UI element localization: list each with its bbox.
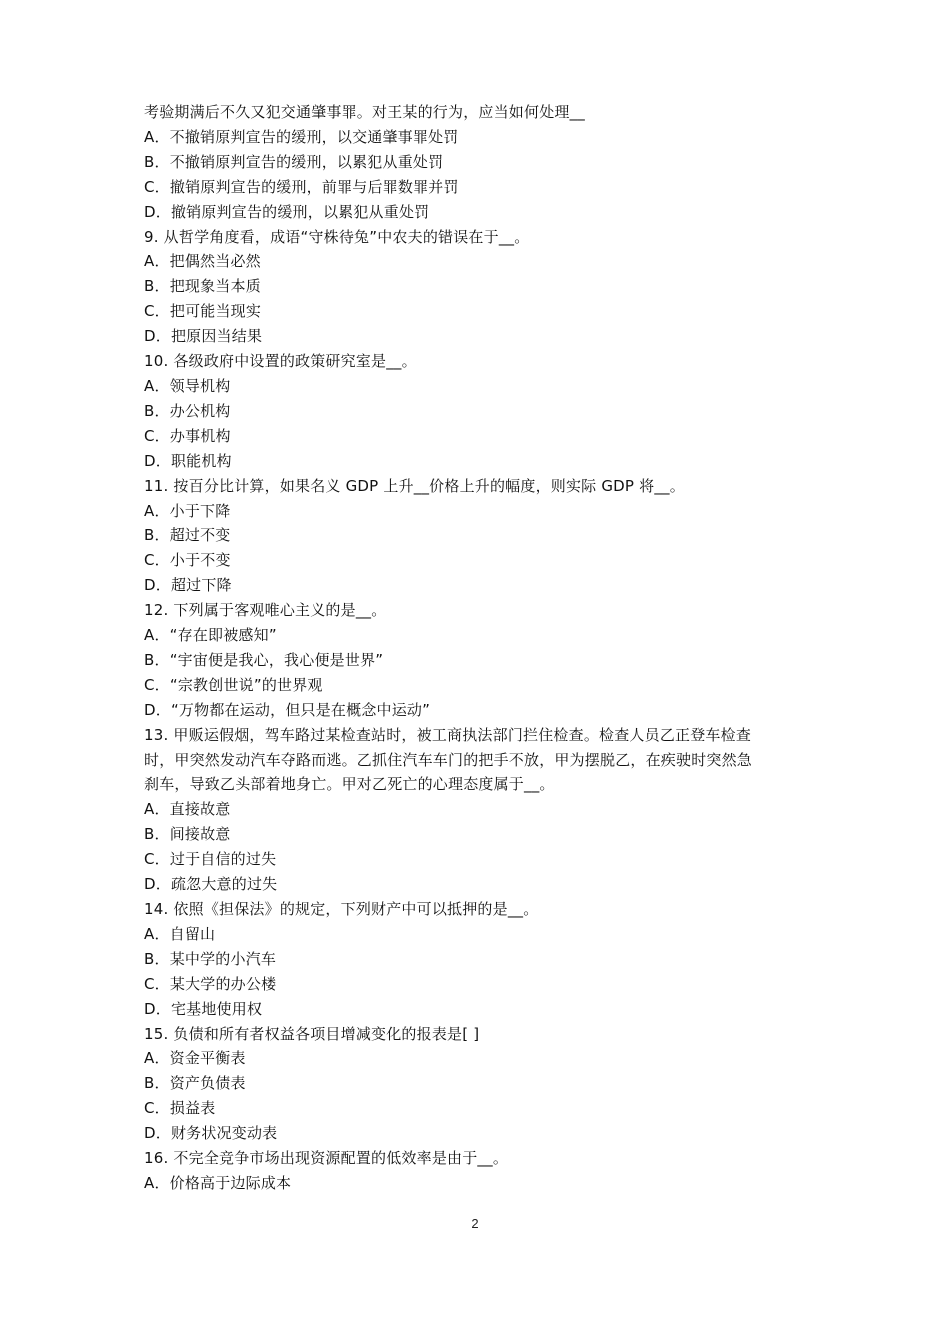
question-15: 15. 负债和所有者权益各项目增减变化的报表是[ ] — [144, 1024, 480, 1043]
option-line: C．“宗教创世说”的世界观 — [144, 675, 323, 694]
option-line: D．财务状况变动表 — [144, 1124, 278, 1143]
question-10: 10. 各级政府中设置的政策研究室是__。 — [144, 352, 417, 371]
question-13-continued: 刹车，导致乙头部着地身亡。甲对乙死亡的心理态度属于__。 — [144, 775, 555, 794]
question-13-continued: 时，甲突然发动汽车夺路而逃。乙抓住汽车车门的把手不放，甲为摆脱乙，在疾驶时突然急 — [144, 750, 753, 769]
option-line: B．不撤销原判宣告的缓刑，以累犯从重处罚 — [144, 152, 444, 171]
question-9: 9. 从哲学角度看，成语“守株待兔”中农夫的错误在于__。 — [144, 227, 530, 246]
page-number: 2 — [471, 1216, 479, 1231]
option-line: B．“宇宙便是我心，我心便是世界” — [144, 650, 384, 669]
text-line: 考验期满后不久又犯交通肇事罪。对王某的行为，应当如何处理__ — [144, 103, 586, 121]
option-line: C．某大学的办公楼 — [144, 974, 277, 993]
option-line: A．不撤销原判宣告的缓刑，以交通肇事罪处罚 — [144, 127, 459, 146]
option-line: B．资产负债表 — [144, 1074, 246, 1093]
option-line: D．超过下降 — [144, 576, 232, 595]
option-line: C．小于不变 — [144, 551, 231, 570]
question-14: 14. 依照《担保法》的规定，下列财产中可以抵押的是__。 — [144, 900, 539, 918]
option-line: D．“万物都在运动，但只是在概念中运动” — [144, 700, 431, 719]
option-line: A．价格高于边际成本 — [144, 1173, 292, 1192]
option-line: A．领导机构 — [144, 376, 231, 395]
option-line: C．把可能当现实 — [144, 302, 262, 321]
question-16: 16. 不完全竞争市场出现资源配置的低效率是由于__。 — [144, 1149, 509, 1168]
option-line: B．某中学的小汽车 — [144, 949, 277, 968]
option-line: C．损益表 — [144, 1099, 216, 1118]
question-11: 11. 按百分比计算，如果名义 GDP 上升__价格上升的幅度，则实际 GDP 将__。 — [144, 476, 685, 495]
question-12: 12. 下列属于客观唯心主义的是__。 — [144, 601, 387, 620]
option-line: B．间接故意 — [144, 825, 231, 844]
option-line: A．“存在即被感知” — [144, 626, 277, 645]
option-line: D．撤销原判宣告的缓刑，以累犯从重处罚 — [144, 202, 430, 221]
option-line: C．过于自信的过失 — [144, 850, 277, 869]
option-line: A．把偶然当必然 — [144, 252, 261, 271]
option-line: B．把现象当本质 — [144, 277, 261, 296]
option-line: C．撤销原判宣告的缓刑，前罪与后罪数罪并罚 — [144, 177, 459, 196]
question-13: 13. 甲贩运假烟，驾车路过某检查站时，被工商执法部门拦住检查。检查人员乙正登车检查 — [144, 725, 752, 744]
option-line: B．超过不变 — [144, 526, 231, 545]
option-line: A．直接故意 — [144, 800, 231, 819]
option-line: D．疏忽大意的过失 — [144, 875, 278, 894]
option-line: B．办公机构 — [144, 401, 231, 420]
option-line: A．自留山 — [144, 924, 216, 943]
option-line: A．小于下降 — [144, 501, 231, 520]
document-body — [144, 100, 824, 1196]
option-line: D．职能机构 — [144, 451, 232, 470]
option-line: D．把原因当结果 — [144, 327, 263, 346]
option-line: A．资金平衡表 — [144, 1049, 246, 1068]
option-line: D．宅基地使用权 — [144, 999, 263, 1018]
option-line: C．办事机构 — [144, 426, 231, 445]
